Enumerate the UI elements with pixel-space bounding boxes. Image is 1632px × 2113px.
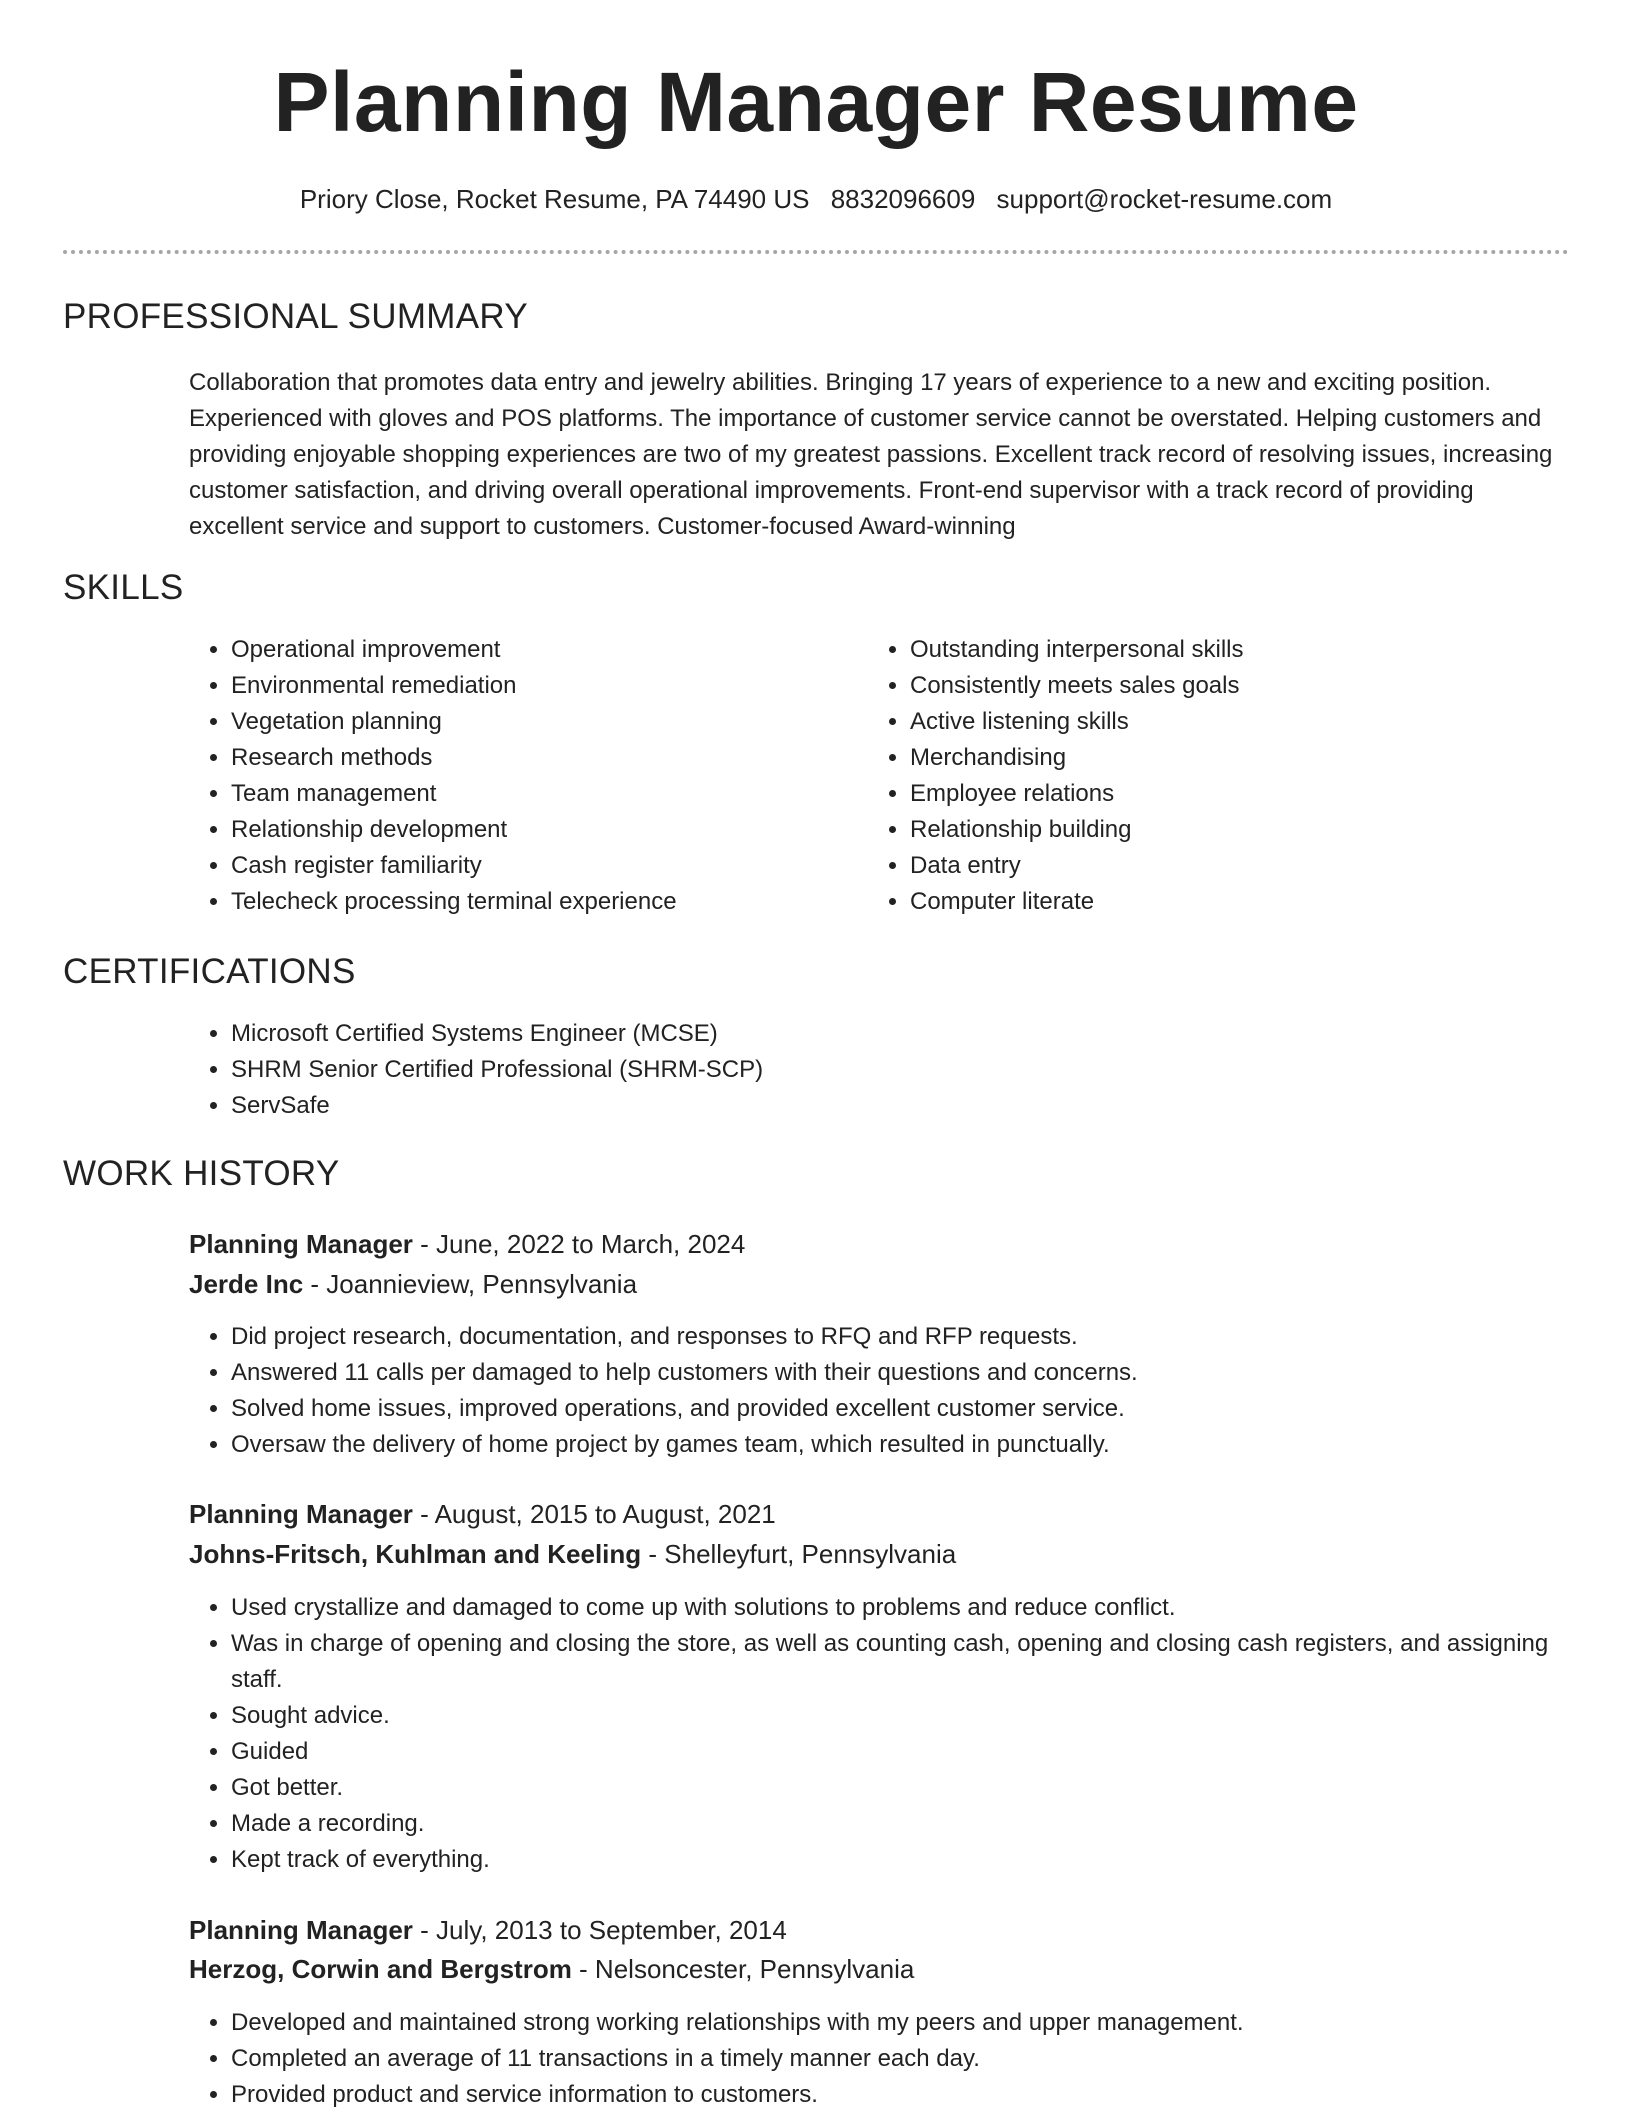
job-duty: • Did project research, documentation, and responses to RFQ and RFP requests.: [231, 1319, 1611, 1355]
job-duty: • Completed an average of 11 transactions in a timely manner each day.: [231, 2041, 1611, 2077]
skill-item: • Relationship development: [231, 812, 831, 848]
job-duty: • Made a recording.: [231, 1806, 1571, 1842]
skill-item: • Merchandising: [910, 740, 1510, 776]
job-duties-list: [187, 1319, 1611, 1463]
job-location: - Shelleyfurt, Pennsylvania: [641, 1539, 957, 1569]
skills-list-left: [187, 632, 831, 920]
skill-item: • Relationship building: [910, 812, 1510, 848]
job-location: - Nelsoncester, Pennsylvania: [571, 1954, 915, 1984]
job-company-line: [189, 1535, 956, 1573]
job-duty: • Answered 11 calls per damaged to help customers with their questions and concerns.: [231, 1355, 1611, 1391]
skill-item: • Vegetation planning: [231, 704, 831, 740]
job-title-line: [189, 1225, 745, 1263]
job-duty: • Used crystallize and damaged to come up with solutions to problems and reduce conflict.: [231, 1590, 1571, 1626]
certification-item: • SHRM Senior Certified Professional (SHRM-SCP): [231, 1052, 1611, 1088]
job-location: - Joannieview, Pennsylvania: [303, 1269, 638, 1299]
skills-list-right: [866, 632, 1510, 920]
skill-item: • Outstanding interpersonal skills: [910, 632, 1510, 668]
job-duty: • Was in charge of opening and closing the store, as well as counting cash, opening and closing cash registers, and assigning staff.: [231, 1626, 1571, 1698]
job-company-line: [189, 1265, 637, 1303]
certifications-heading: CERTIFICATIONS: [63, 952, 356, 991]
job-dates: - July, 2013 to September, 2014: [412, 1915, 787, 1945]
summary-heading: PROFESSIONAL SUMMARY: [63, 297, 528, 336]
skills-heading: SKILLS: [63, 568, 184, 607]
job-duty: • Sought advice.: [231, 1698, 1571, 1734]
skill-item: • Employee relations: [910, 776, 1510, 812]
skill-item: • Environmental remediation: [231, 668, 831, 704]
job-title: Planning Manager: [189, 1915, 413, 1945]
job-duties-list: [187, 1590, 1571, 1878]
skill-item: • Computer literate: [910, 884, 1510, 920]
job-dates: - August, 2015 to August, 2021: [412, 1499, 776, 1529]
job-duty: • Developed and maintained strong working relationships with my peers and upper management.: [231, 2005, 1611, 2041]
certification-item: • ServSafe: [231, 1088, 1611, 1124]
job-duty: • Solved home issues, improved operations, and provided excellent customer service.: [231, 1391, 1611, 1427]
job-title: Planning Manager: [189, 1229, 413, 1259]
job-company: Johns-Fritsch, Kuhlman and Keeling: [189, 1539, 642, 1569]
contact-email: support@rocket-resume.com: [996, 184, 1333, 214]
certifications-list: [187, 1016, 1611, 1124]
contact-address: Priory Close, Rocket Resume, PA 74490 US: [299, 184, 810, 214]
certification-item: • Microsoft Certified Systems Engineer (MCSE): [231, 1016, 1611, 1052]
skill-item: • Operational improvement: [231, 632, 831, 668]
job-company: Jerde Inc: [189, 1269, 304, 1299]
skill-item: • Team management: [231, 776, 831, 812]
job-title: Planning Manager: [189, 1499, 413, 1529]
job-dates: - June, 2022 to March, 2024: [412, 1229, 746, 1259]
skill-item: • Data entry: [910, 848, 1510, 884]
skill-item: • Research methods: [231, 740, 831, 776]
header-divider: [63, 250, 1569, 254]
job-duty: • Provided product and service information to customers.: [231, 2077, 1611, 2113]
skill-item: • Cash register familiarity: [231, 848, 831, 884]
skill-item: • Consistently meets sales goals: [910, 668, 1510, 704]
page-title: Planning Manager Resume: [273, 55, 1359, 149]
contact-phone: 8832096609: [830, 184, 976, 214]
job-duty: • Kept track of everything.: [231, 1842, 1571, 1878]
job-duty: • Got better.: [231, 1770, 1571, 1806]
job-duty: • Guided: [231, 1734, 1571, 1770]
job-company-line: [189, 1950, 914, 1988]
job-company: Herzog, Corwin and Bergstrom: [189, 1954, 572, 1984]
skill-item: • Active listening skills: [910, 704, 1510, 740]
job-duty: • Oversaw the delivery of home project by games team, which resulted in punctually.: [231, 1427, 1611, 1463]
job-title-line: [189, 1495, 776, 1533]
summary-text: Collaboration that promotes data entry and jewelry abilities. Bringing 17 years of experience to a new and exciting position. Experienced with gloves and POS platforms. The importance of customer service cannot be overstated. Helping customers and providing enjoyable shopping experiences are two of my greatest passions. Excellent track record of resolving issues, increasing customer satisfaction, and driving overall operational improvements. Front-end supervisor with a track record of providing excellent service and support to customers. Customer-focused Award-winning: [189, 369, 1553, 540]
job-title-line: [189, 1911, 787, 1949]
skill-item: • Telecheck processing terminal experience: [231, 884, 831, 920]
work-history-heading: WORK HISTORY: [63, 1154, 340, 1193]
job-duties-list: [187, 2005, 1611, 2113]
contact-line: [0, 180, 1632, 218]
